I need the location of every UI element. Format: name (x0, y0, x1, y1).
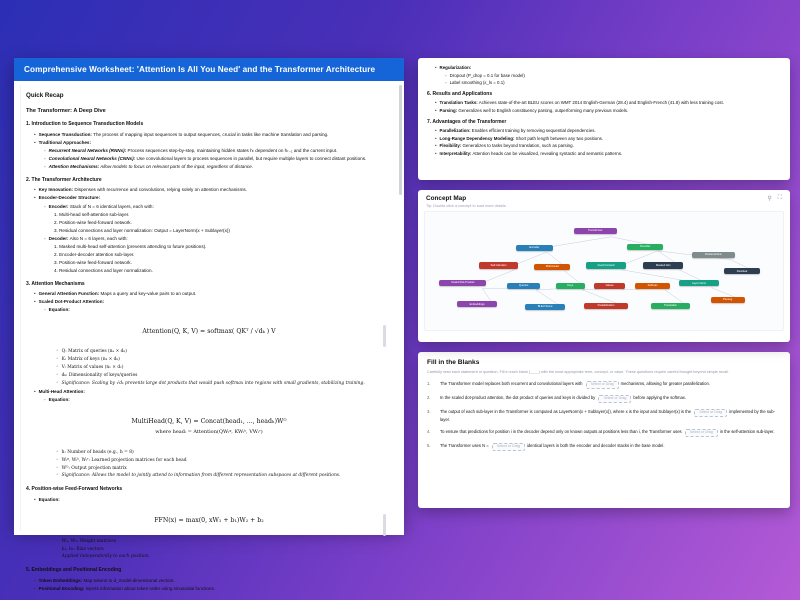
document-subtitle: The Transformer: A Deep Dive (26, 107, 106, 114)
concept-map-canvas[interactable] (424, 211, 784, 331)
equation-scrollbar[interactable] (383, 325, 386, 347)
list-item: 3. Position-wise feed-forward network. (54, 260, 132, 266)
bullet-item: • Regularization: (435, 65, 781, 72)
definition-item: ◦ Applied independently to each position. (56, 554, 392, 561)
notes-body (418, 58, 790, 180)
concept-node[interactable]: Queries (507, 283, 540, 289)
multi-head-equation-label: ◦ Equation: (44, 396, 392, 403)
bullet-item: • Sequence Transduction: The process of mapping input sequences to output sequences, crucial in tasks like machine translation and parsing. (34, 131, 392, 138)
section-heading-4: 4. Position-wise Feed-Forward Networks (26, 486, 123, 493)
list-item: 1. Masked multi-head self-attention (prevents attending to future positions). (54, 244, 207, 250)
bullet-item: • Interpretability: Attention heads can be visualized, revealing syntactic and semantic patterns. (435, 151, 781, 158)
equation-scaled-dot-product: Attention(Q, K, V) = softmax( QKᵀ / √dₖ ) V (40, 319, 378, 345)
bullet-item: ◦ Attention Mechanisms: Allow models to focus on relevant parts of the input, regardless of distance. (44, 163, 392, 170)
list-item (427, 381, 781, 389)
section-heading-7: 7. Advantages of the Transformer (427, 118, 507, 125)
expand-icon[interactable]: ⛶ (777, 195, 782, 201)
bullet-item: • Equation: (34, 496, 392, 503)
list-item: 2. Position-wise feed-forward network. (54, 219, 132, 225)
concept-map-panel (418, 190, 790, 342)
bullet-item: • Scaled Dot-Product Attention: (34, 298, 392, 305)
concept-map-hint: Tip: Double-click a concept to load more details. (426, 204, 507, 208)
bullet-item: • Translation Tasks: Achieves state-of-the-art BLEU scores on WMT 2014 English-German (28.4) and English-French (41.8) with less training cost. (435, 100, 781, 107)
concept-node[interactable]: Values (594, 283, 625, 289)
list-item (427, 429, 781, 437)
bullet-item: ◦ Dropout (P_drop = 0.1 for base model) (445, 73, 781, 80)
bullet-item: • Flexibility: Generalizes to tasks beyond translation, such as parsing. (435, 143, 781, 150)
concept-node[interactable]: Translation (651, 303, 691, 309)
concept-node[interactable]: Layer Norm (679, 280, 719, 286)
section-heading-3: 3. Attention Mechanisms (26, 280, 85, 287)
definition-item: ◦ W₁, W₂: Weight matrices (56, 539, 392, 546)
concept-node[interactable]: Feed Forward (586, 262, 626, 268)
blank-dropdown[interactable]: Select or Drag (694, 409, 727, 417)
list-item (427, 443, 781, 451)
bullet-item: • General Attention Function: Maps a query and key-value pairs to an output. (34, 290, 392, 297)
section-heading-6: 6. Results and Applications (427, 90, 493, 97)
concept-node[interactable]: Self-Attention (479, 262, 519, 268)
list-item: 2. Encoder-decoder attention sub-layer. (54, 252, 135, 258)
fill-in-blanks-questions (427, 381, 781, 450)
bullet-item: • Traditional Approaches: (34, 139, 392, 146)
concept-map-tools (767, 195, 782, 202)
equation-multi-head: MultiHead(Q, K, V) = Concat(head₁, ..., headₕ)Wᴼ where headᵢ = Attention(QWᵢᵠ, KWᵢᵏ, VWᵢᵛ) (131, 417, 287, 436)
bullet-item: ◦ Convolutional Neural Networks (CNNs): Use convolutional layers to process sequences in parallel, but require multiple layers to connect distant positions. (44, 155, 392, 162)
bullet-item: • Key Innovation: Dispenses with recurrence and convolutions, relying solely on attention mechanisms. (34, 186, 392, 193)
worksheet-panel (14, 58, 404, 592)
list-item: 1. Multi-head self-attention sub-layer. (54, 211, 130, 217)
definition-item: ◦ V: Matrix of values (nᵥ × dᵥ) (56, 365, 392, 372)
list-item: 4. Residual connections and layer normalization. (54, 268, 153, 274)
fill-in-blanks-hint: Carefully read each statement or question. Fill in each blank (____) with the most appropriate term, concept, or value. These questions require careful thought beyond simple recall. (427, 370, 729, 374)
bullet-item: • Parsing: Generalizes well to English constituency parsing, outperforming many previous models. (435, 108, 781, 115)
concept-node[interactable]: Residual (724, 268, 760, 274)
definition-item: ◦ b₁, b₂: Bias vectors (56, 547, 392, 554)
fill-in-blanks-title: Fill in the Blanks (427, 359, 480, 366)
question-text: In the scaled dot-product attention, the dot product of queries and keys is divided by Select or Drag before applying the softmax. (440, 395, 686, 403)
concept-node[interactable]: Parallelization (584, 303, 627, 309)
definition-item: ◦ h: Number of heads (e.g., h = 8) (56, 450, 392, 457)
right-column (418, 58, 790, 508)
equation-ffn: FFN(x) = max(0, xW₁ + b₁)W₂ + b₂ (40, 508, 378, 534)
concept-node[interactable]: Multi-Head (534, 264, 570, 270)
concept-node[interactable]: Positional Enc (692, 252, 735, 258)
question-text: The Transformer model replaces both recurrent and convolutional layers with Select or Drag mechanisms, allowing for greater parallelization. (440, 381, 710, 389)
bullet-item: • Parallelization: Enables efficient training by removing sequential dependencies. (435, 128, 781, 135)
definition-item: ◦ Significance: Allows the model to jointly attend to information from different representation subspaces at different positions. (56, 473, 392, 480)
blank-dropdown[interactable]: Select or Drag (492, 443, 525, 451)
worksheet-title: Comprehensive Worksheet: 'Attention Is All You Need' and the Transformer Architecture (14, 58, 404, 81)
section-heading-2: 2. The Transformer Architecture (26, 176, 102, 183)
search-icon[interactable]: ⚲ (767, 196, 772, 202)
blank-dropdown[interactable]: Select or Drag (598, 395, 631, 403)
definition-item: ◦ Wᴼ: Output projection matrix (56, 466, 392, 473)
bullet-item: ◦ Encoder: Stack of N = 6 identical layers, each with: (44, 203, 392, 210)
concept-map-header (418, 190, 790, 204)
blank-dropdown[interactable]: Select or Drag (685, 429, 718, 437)
concept-node[interactable]: Encoder (516, 245, 552, 251)
concept-node[interactable]: Embeddings (457, 301, 497, 307)
definition-item: ◦ K: Matrix of keys (nₖ × dₖ) (56, 357, 392, 364)
question-number: 4. (427, 429, 431, 435)
bullet-item: • Encoder-Decoder Structure: (34, 194, 392, 201)
section-heading-5: 5. Embeddings and Positional Encoding (26, 567, 122, 574)
question-number: 5. (427, 443, 431, 449)
question-number: 2. (427, 395, 431, 401)
list-item (427, 409, 781, 423)
bullet-item: ◦ Equation: (44, 306, 392, 313)
definition-item: ◦ Significance: Scaling by √dₖ prevents large dot products that would push softmax into regions with small gradients, stabilizing training. (56, 381, 392, 388)
question-number: 1. (427, 381, 431, 387)
document-scrollbar[interactable] (399, 85, 402, 195)
question-text: The Transformer uses N = Select or Drag identical layers in both the encoder and decoder stacks in the base model. (440, 443, 664, 451)
question-text: The output of each sub-layer in the Transformer is computed as LayerNorm(x + Sublayer(x)), where x is the input and Sublayer(x) is the Select or Drag implemented by the sub-layer. (440, 408, 776, 422)
question-text: To ensure that predictions for position i in the decoder depend only on known outputs at positions less than i, the Transformer uses Select or Drag in the self-attention sub-layer. (440, 429, 774, 437)
concept-node[interactable]: Parsing (711, 297, 745, 303)
list-item: 3. Residual connections and layer normalization: Output = LayerNorm(x + Sublayer(x)) (54, 227, 230, 233)
worksheet-body (14, 81, 404, 592)
notes-panel (418, 58, 790, 180)
fill-in-blanks-panel (418, 352, 790, 508)
definition-item: ◦ Q: Matrix of queries (nₐ × dₖ) (56, 349, 392, 356)
concept-node[interactable]: Softmax (635, 283, 669, 289)
bullet-item: ◦ Label smoothing (ε_ls = 0.1) (445, 80, 781, 87)
concept-map-title: Concept Map (426, 195, 467, 202)
concept-node[interactable]: Keys (556, 283, 585, 289)
bullet-item: ◦ Decoder: Also N = 6 layers, each with: (44, 235, 392, 242)
section-heading-1: 1. Introduction to Sequence Transduction Models (26, 121, 144, 128)
multi-head-heading: • Multi-Head Attention: (34, 388, 392, 395)
blank-dropdown[interactable]: Select or Drag (586, 381, 619, 389)
concept-node[interactable]: Scaled Dot-Product (439, 280, 486, 286)
definition-item: ◦ dₖ: Dimensionality of keys/queries (56, 373, 392, 380)
bullet-item: • Positional Encoding: Injects information about token order using sinusoidal functions. (34, 585, 392, 592)
concept-node[interactable]: Masked Attn (643, 262, 683, 268)
definition-item: ◦ Wᵢᵠ, Wᵢᵏ, Wᵢᵛ: Learned projection matrices for each head (56, 458, 392, 465)
list-item (427, 395, 781, 403)
question-number: 3. (427, 408, 431, 414)
bullet-item: ◦ Recurrent Neural Networks (RNNs): Process sequences step-by-step, maintaining hidden states hₜ dependent on hₜ₋₁ and the current input. (44, 147, 392, 154)
equation-scrollbar[interactable] (383, 514, 386, 536)
concept-node[interactable]: BLEU Score (525, 304, 565, 310)
concept-node[interactable]: Decoder (627, 244, 663, 250)
bullet-item: • Token Embeddings: Map tokens to d_model-dimensional vectors. (34, 577, 392, 584)
quick-recap-heading: Quick Recap (26, 92, 64, 99)
concept-node[interactable]: Transformer (574, 228, 617, 234)
bullet-item: • Long-Range Dependency Modeling: Short path length between any two positions. (435, 136, 781, 143)
